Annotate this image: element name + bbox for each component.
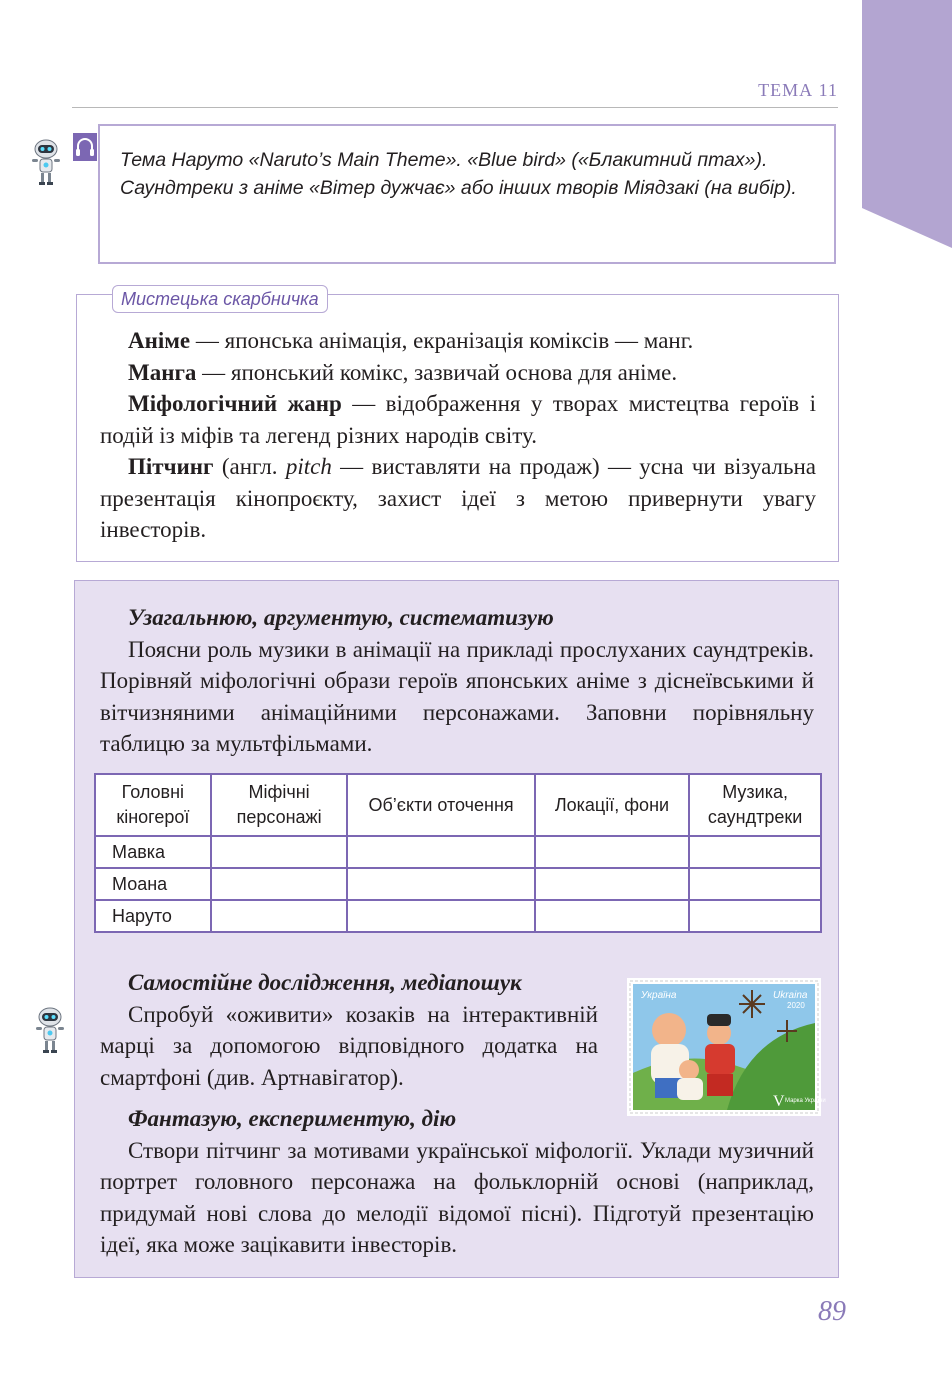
table-cell[interactable] <box>347 900 534 932</box>
table-cell: Моана <box>95 868 211 900</box>
stamp-year: 2020 <box>787 1001 805 1010</box>
table-row <box>95 868 821 900</box>
stamp-caption: Марка України <box>785 1098 826 1104</box>
table-header: Об’єкти оточення <box>347 774 534 836</box>
glossary-definition: — виставляти на продаж) — усна чи візуальна презентація кінопроєкту, захист ідеї з метою привернути увагу інвесторів. <box>100 454 817 542</box>
header-rule <box>72 107 838 108</box>
comparison-table <box>94 773 822 933</box>
headphones-icon <box>73 133 97 161</box>
stamp-value: V <box>773 1093 785 1110</box>
glossary-term: Міфологічний жанр <box>128 391 342 416</box>
cossack-stamp-image[interactable] <box>627 978 826 1116</box>
glossary-definition: (англ. <box>213 454 286 479</box>
task-text: Спробуй «оживити» козаків на інтерактивній марці за допомогою відповідного додатка на смартфоні (див. Артнавігатор). <box>100 1001 598 1090</box>
table-cell: Мавка <box>95 836 211 868</box>
task-fantasy <box>100 1103 814 1261</box>
task-text: Поясни роль музики в анімації на прикладі прослуханих саундтреків. Порівняй міфологічні образи героїв японських аніме з діснеївськими й вітчизняними анімаційними персонажами. Заповни порівняльну таблицю за мультфільмами. <box>100 636 814 756</box>
stamp-country-text: Україна <box>641 990 677 1001</box>
table-cell[interactable] <box>535 900 689 932</box>
glossary-definition: — японська анімація, екранізація коміксів — манг. <box>190 328 694 353</box>
glossary-term: Манга <box>128 359 197 385</box>
table-header: Міфічні персонажі <box>211 774 348 836</box>
table-cell[interactable] <box>689 836 821 868</box>
task-heading: Узагальнюю, аргументую, систематизую <box>128 605 554 630</box>
glossary-entry <box>100 388 816 451</box>
listening-text <box>120 146 817 202</box>
glossary-entry <box>100 325 816 357</box>
page-number: 89 <box>818 1296 846 1327</box>
table-row <box>95 836 821 868</box>
glossary-definition: — відображення у творах мистецтва героїв і подій із міфів та легенд різних народів світу. <box>100 391 816 448</box>
table-header: Локації, фони <box>535 774 689 836</box>
task-heading: Фантазую, експериментую, дію <box>128 1106 457 1131</box>
table-header-row <box>95 774 821 836</box>
glossary-term: Аніме <box>128 328 191 353</box>
glossary-label: Мистецька скарбничка <box>112 285 328 313</box>
robot-icon <box>34 1005 66 1055</box>
table-cell: Наруто <box>95 900 211 932</box>
task-research <box>100 967 598 1093</box>
table-row <box>95 900 821 932</box>
table-cell[interactable] <box>689 900 821 932</box>
task-text: Створи пітчинг за мотивами української міфології. Уклади музичний портрет головного персонажа на фольклорній основі (наприклад, придумай нові слова до мелодії відомої пісні). Підготуй презентацію ідеї, яка може зацікавити інвесторів. <box>100 1137 814 1257</box>
glossary-entry <box>100 451 816 546</box>
corner-tab <box>862 0 952 248</box>
table-header: Головні кіногерої <box>95 774 211 836</box>
topic-label: ТЕМА 11 <box>758 80 838 100</box>
table-cell[interactable] <box>347 868 534 900</box>
glossary-entry <box>100 357 816 389</box>
glossary-definition: — японський комікс, зазвичай основа для аніме. <box>196 359 678 385</box>
task-heading: Самостійне дослідження, медіапошук <box>128 970 522 995</box>
table-cell[interactable] <box>689 868 821 900</box>
headphones-tab <box>73 133 97 161</box>
table-header: Музика, саундтреки <box>689 774 821 836</box>
table-cell[interactable] <box>211 868 348 900</box>
listening-line: Саундтреки з аніме «Вітер дужчає» або інших творів Міядзакі (на вибір). <box>120 177 797 199</box>
table-cell[interactable] <box>211 836 348 868</box>
stamp-country-text: Ukraina <box>773 990 808 1001</box>
glossary-term: Пітчинг <box>128 454 214 479</box>
table-cell[interactable] <box>535 836 689 868</box>
glossary-english-word: pitch <box>285 454 332 479</box>
listening-line: Тема Наруто «Naruto’s Main Theme». «Blue bird» («Блакитний птах»). <box>120 149 768 171</box>
table-cell[interactable] <box>211 900 348 932</box>
table-cell[interactable] <box>347 836 534 868</box>
robot-icon <box>30 137 62 187</box>
table-cell[interactable] <box>535 868 689 900</box>
glossary-text <box>100 325 816 546</box>
task-generalize <box>100 602 814 760</box>
